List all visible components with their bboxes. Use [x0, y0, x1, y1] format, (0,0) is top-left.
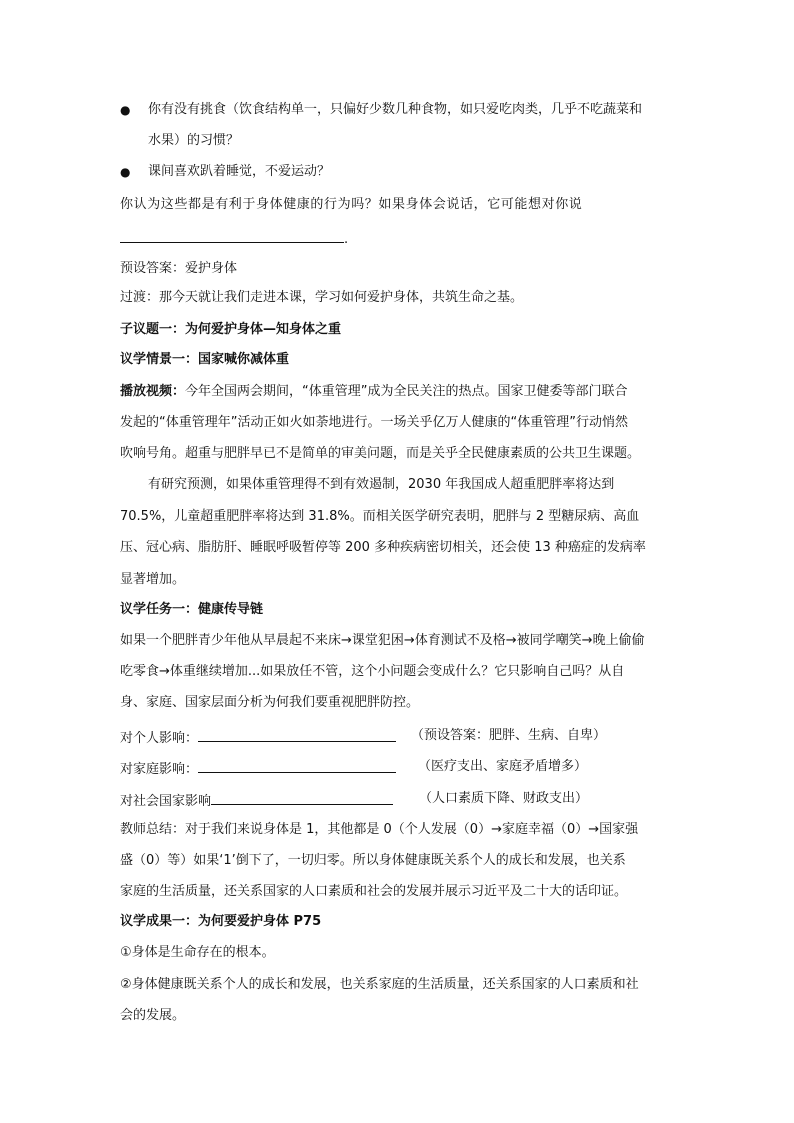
- fill-blank: [120, 228, 344, 243]
- impact-personal-answer: （预设答案：肥胖、生病、自卑）: [411, 728, 607, 743]
- subtopic-heading: 子议题一：为何爱护身体—知身体之重: [120, 322, 342, 337]
- video-label: 播放视频：: [120, 384, 186, 399]
- task-paragraph-line: 身、家庭、国家层面分析为何我们要重视肥胖防控。: [120, 695, 420, 710]
- transition-line: 过渡：那今天就让我们走进本课，学习如何爱护身体，共筑生命之基。: [120, 290, 524, 305]
- impact-family-label: 对家庭影响：: [120, 762, 199, 777]
- impact-nation-blank: [211, 790, 393, 805]
- video-text: 今年全国两会期间，“体重管理”成为全民关注的热点。国家卫健委等部门联合: [185, 384, 628, 399]
- video-paragraph-line: [120, 383, 628, 401]
- study-paragraph-line: 压、冠心病、脂肪肝、睡眠呼吸暂停等 200 多种疾病密切相关，还会使 13 种癌症的发病率: [120, 540, 646, 555]
- task-heading: 议学任务一：健康传导链: [120, 602, 264, 617]
- bullet-icon: ●: [120, 103, 131, 117]
- question-line: 你认为这些都是有利于身体健康的行为吗？如果身体会说话，它可能想对你说: [120, 197, 583, 212]
- task-paragraph-line: 吃零食→体重继续增加...如果放任不管，这个小问题会变成什么？它只影响自己吗？从自: [120, 664, 625, 679]
- bullet-icon: ●: [120, 165, 131, 179]
- video-paragraph-line: 吹响号角。超重与肥胖早已不是简单的审美问题，而是关乎全民健康素质的公共卫生课题。: [120, 446, 641, 461]
- result-item-cont: 会的发展。: [120, 1008, 186, 1023]
- video-paragraph-line: 发起的“体重管理年”活动正如火如荼地进行。一场关乎亿万人健康的“体重管理”行动悄然: [120, 415, 628, 430]
- preset-answer: 预设答案：爱护身体: [120, 261, 238, 276]
- teacher-summary-line: 教师总结：对于我们来说身体是 1，其他都是 0（个人发展（0）→家庭幸福（0）→国家强: [120, 822, 639, 837]
- impact-personal-label: 对个人影响：: [120, 731, 199, 746]
- bullet-item-text-cont: 水果）的习惯？: [148, 133, 240, 148]
- bullet-item-text: 你有没有挑食（饮食结构单一，只偏好少数几种食物，如只爱吃肉类，几乎不吃蔬菜和: [148, 102, 643, 117]
- result-item: ①身体是生命存在的根本。: [120, 945, 275, 960]
- impact-family-row: [120, 758, 396, 779]
- impact-personal-row: [120, 727, 396, 748]
- study-paragraph-line: 70.5%，儿童超重肥胖率将达到 31.8%。而相关医学研究表明，肥胖与 2 型糖尿病、高血: [120, 509, 640, 524]
- result-item: ②身体健康既关系个人的成长和发展，也关系家庭的生活质量，还关系国家的人口素质和社: [120, 977, 639, 992]
- bullet-item-text: 课间喜欢趴着睡觉，不爱运动？: [148, 164, 331, 179]
- impact-family-answer: （医疗支出、家庭矛盾增多）: [418, 759, 588, 774]
- period: .: [344, 232, 349, 247]
- answer-blank-line: [120, 228, 348, 249]
- impact-nation-answer: （人口素质下降、财政支出）: [419, 791, 589, 806]
- study-paragraph-line: 有研究预测，如果体重管理得不到有效遏制，2030 年我国成人超重肥胖率将达到: [148, 477, 615, 492]
- teacher-summary-line: 家庭的生活质量，还关系国家的人口素质和社会的发展并展示习近平及二十大的话印证。: [120, 884, 628, 899]
- study-paragraph-line: 显著增加。: [120, 572, 186, 587]
- impact-nation-label: 对社会国家影响: [120, 794, 212, 809]
- impact-family-blank: [198, 758, 396, 773]
- teacher-summary-line: 盛（0）等）如果‘1’倒下了，一切归零。所以身体健康既关系个人的成长和发展，也关系: [120, 853, 626, 868]
- impact-nation-row: [120, 790, 393, 811]
- task-paragraph-line: 如果一个肥胖青少年他从早晨起不来床→课堂犯困→体育测试不及格→被同学嘲笑→晚上偷偷: [120, 633, 645, 648]
- scene-heading: 议学情景一：国家喊你减体重: [120, 352, 290, 367]
- impact-personal-blank: [198, 727, 396, 742]
- result-heading: 议学成果一：为何要爱护身体 P75: [120, 914, 322, 929]
